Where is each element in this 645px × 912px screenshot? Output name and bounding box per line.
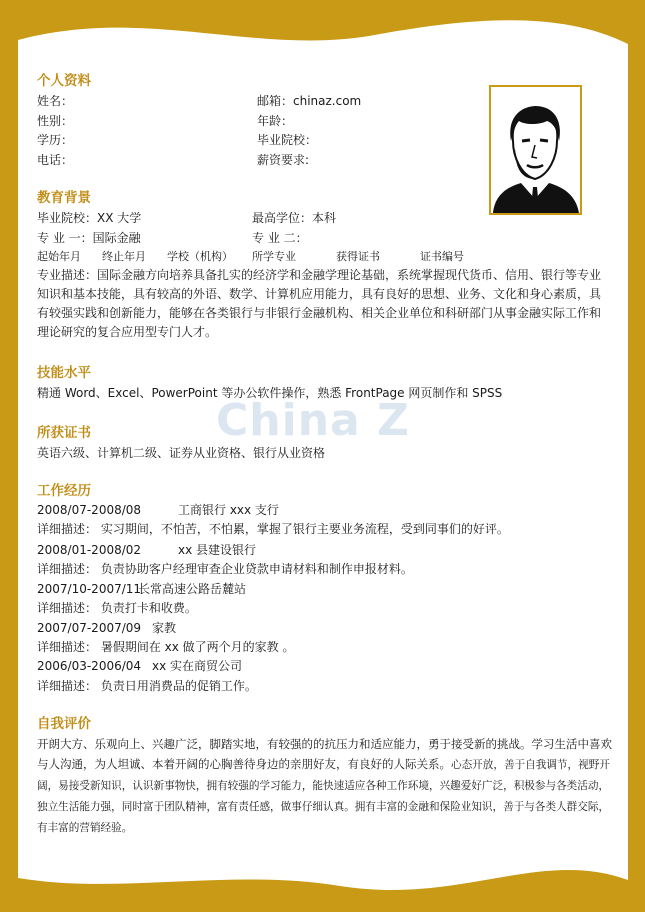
email-field: 邮箱：chinaz.com [257, 94, 362, 108]
job-period: 2008/01-2008/02 [37, 543, 142, 557]
edu-description: 专业描述：国际金融方向培养具备扎实的经济学和金融学理论基础，系统掌握现代货币、信用、银行等专业知识和基本技能，具有较高的外语、数学、计算机应用能力，具有良好的思想、业务、文化和身心素质，具有较强实践和创新能力，能够在各类银行与非银行金融机构、相关企业单位和科研部门从事金融实际工作和理论研究的复合应用型专门人才。 [37, 268, 602, 339]
job-company: xx 县建设银行 [178, 543, 257, 557]
skills-text: 精通 Word、Excel、PowerPoint 等办公软件操作，熟悉 FrontPage 网页制作和 SPSS [37, 386, 503, 400]
edu-major-two: 专 业 二： [252, 231, 308, 245]
job-company: xx 实在商贸公司 [152, 659, 243, 673]
watermark: China Z [216, 395, 410, 446]
job-period: 2008/07-2008/08 [37, 503, 142, 517]
job-detail: 详细描述： 负责打卡和收费。 [37, 601, 197, 615]
edu-major-one: 专 业 一：国际金融 [37, 231, 141, 245]
self-eval-text-1: 开朗大方、乐观向上、兴趣广泛，脚踏实地，有较强的的抗压力和适应能力，勇于接受新的挑战。学习生活中喜欢与人沟通，为人坦诚、本着开阔的心胸善待身边的亲朋好友，有良好的人际关系。 [37, 737, 612, 771]
edu-degree: 最高学位：本科 [252, 211, 337, 225]
job-company: 家教 [152, 621, 177, 635]
name-field: 姓名： [37, 94, 74, 108]
salary-field: 薪资要求: [257, 153, 310, 167]
certs-text: 英语六级、计算机二级、证券从业资格、银行从业资格 [37, 446, 326, 460]
job-period: 2007/07-2007/09 [37, 621, 142, 635]
skills-heading: 技能水平 [37, 365, 91, 381]
job-company: 工商银行 xxx 支行 [178, 503, 279, 517]
job-company: 长常高速公路岳麓站 [138, 582, 247, 596]
self-eval-text [37, 734, 613, 838]
age-field: 年龄： [257, 114, 294, 128]
education-level-field: 学历： [37, 133, 74, 147]
school-field: 毕业院校： [257, 133, 318, 147]
job-period: 2006/03-2006/04 [37, 659, 142, 673]
self-eval-text-2: 心态开放，善于自我调节，视野开阔，易接受新知识，认识新事物快，拥有较强的学习能力，能快速适应各种工作环境，兴趣爱好广泛，积极参与各类活动，独立生活能力强，同时富于团队精神，富有责任感，做事仔细认真。拥有丰富的金融和保险业知识，善于与各类人群交际，有丰富的营销经验。 [37, 759, 610, 834]
personal-heading: 个人资料 [37, 73, 91, 89]
certs-heading: 所获证书 [37, 425, 91, 441]
education-heading: 教育背景 [37, 190, 91, 206]
job-detail: 详细描述： 实习期间，不怕苦，不怕累，掌握了银行主要业务流程，受到同事们的好评。 [37, 522, 509, 536]
profile-photo [489, 85, 582, 215]
edu-school: 毕业院校：XX 大学 [37, 211, 142, 225]
self-eval-heading: 自我评价 [37, 716, 91, 732]
job-detail: 详细描述： 负责日用消费品的促销工作。 [37, 679, 257, 693]
edu-table-header-start: 起始年月 [37, 250, 81, 263]
edu-table-header-cert: 获得证书 [336, 250, 380, 263]
edu-table-header-school: 学校（机构） [167, 250, 233, 263]
edu-table-header-end: 终止年月 [102, 250, 146, 263]
edu-table-header-cert-no: 证书编号 [420, 250, 464, 263]
job-detail: 详细描述： 暑假期间在 xx 做了两个月的家教 。 [37, 640, 295, 654]
edu-table-header-major: 所学专业 [252, 250, 296, 263]
portrait-silhouette [491, 87, 580, 213]
gender-field: 性别： [37, 114, 74, 128]
work-heading: 工作经历 [37, 483, 91, 499]
phone-field: 电话： [37, 153, 74, 167]
job-detail: 详细描述： 负责协助客户经理审查企业贷款申请材料和制作申报材料。 [37, 562, 413, 576]
job-period: 2007/10-2007/11 [37, 582, 142, 596]
